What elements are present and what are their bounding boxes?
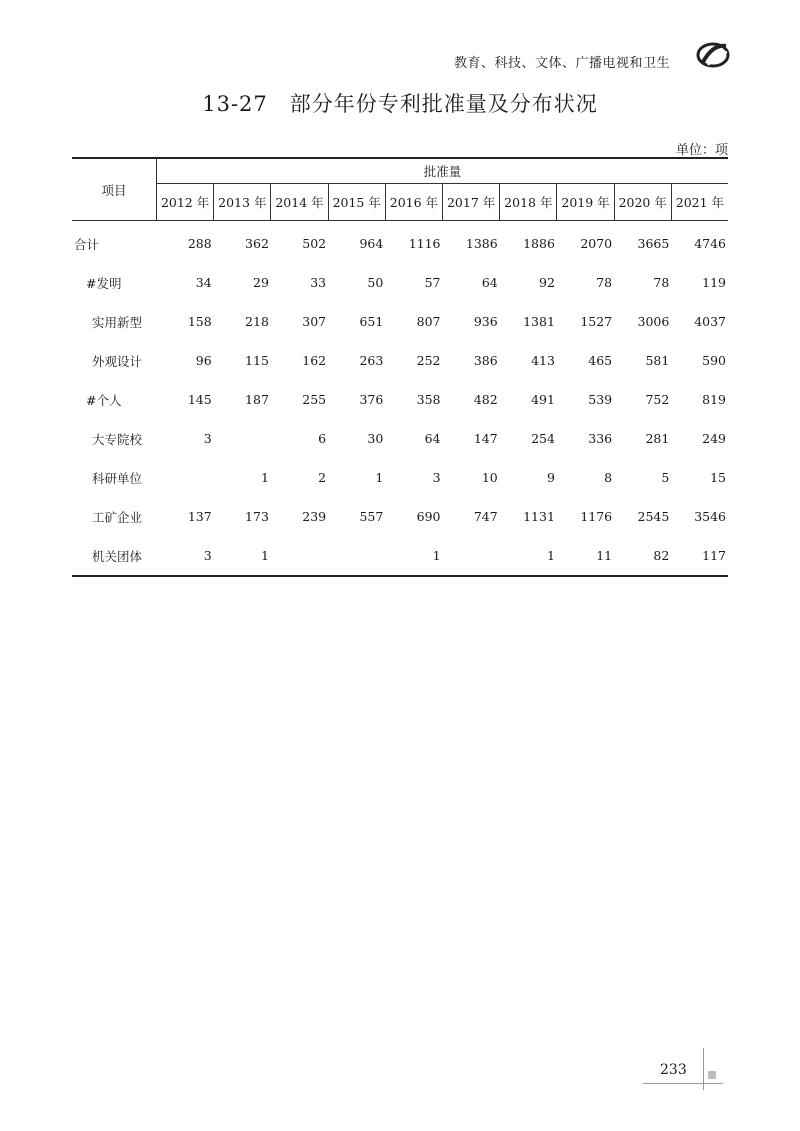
table-cell: 50 [367, 275, 384, 290]
table-cell: 115 [245, 353, 269, 368]
table-cell: 491 [531, 392, 555, 407]
year-header-row [72, 184, 728, 221]
table-row [72, 458, 728, 497]
table-cell: 502 [302, 236, 327, 251]
table-row [72, 302, 728, 341]
table-cell: 249 [702, 431, 726, 446]
row-label: 合计 [74, 236, 100, 252]
table-cell: 307 [302, 314, 327, 329]
table-cell: 3665 [637, 236, 670, 251]
table-cell: 252 [416, 353, 441, 368]
table-cell: 1381 [523, 314, 555, 329]
table-cell: 1 [375, 470, 384, 485]
table-cell: 9 [546, 470, 555, 485]
table-number: 13-27 [202, 92, 268, 116]
table-cell: 6 [318, 431, 327, 446]
row-label: 大专院校 [92, 431, 143, 447]
table-cell: 1176 [580, 509, 613, 524]
year-header: 2021 年 [671, 184, 728, 221]
table-cell: 3006 [637, 314, 670, 329]
table-cell: 255 [302, 392, 327, 407]
table-cell: 747 [473, 509, 498, 524]
table-cell: 1386 [465, 236, 498, 251]
table-cell [328, 536, 385, 576]
table-cell: 4746 [694, 236, 726, 251]
table-cell: 376 [359, 392, 384, 407]
table-cell [157, 458, 214, 497]
table-cell: 1886 [523, 236, 555, 251]
table-cell: 557 [359, 509, 384, 524]
table-cell [271, 536, 328, 576]
table-title: 部分年份专利批准量及分布状况 [289, 92, 598, 116]
table-cell: 413 [531, 353, 555, 368]
table-cell: 30 [367, 431, 384, 446]
table-cell: 2070 [580, 236, 613, 251]
table-cell: 3546 [694, 509, 726, 524]
year-header: 2017 年 [443, 184, 500, 221]
table-cell: 8 [604, 470, 613, 485]
table-cell: 11 [557, 536, 614, 576]
table-row [72, 536, 728, 576]
yearbook-logo-icon [696, 40, 730, 70]
table-cell: 936 [473, 314, 498, 329]
table-cell: 78 [653, 275, 670, 290]
table-cell: 362 [245, 236, 269, 251]
table-cell: 254 [531, 431, 555, 446]
row-label: #发明 [86, 275, 122, 291]
table-cell: 117 [671, 536, 728, 576]
row-label: #个人 [86, 392, 122, 408]
table-cell: 147 [473, 431, 498, 446]
table-cell: 239 [302, 509, 327, 524]
year-header: 2014 年 [271, 184, 328, 221]
table-cell: 386 [473, 353, 498, 368]
table-cell: 651 [359, 314, 384, 329]
footer-divider-horizontal [643, 1083, 723, 1084]
table-cell: 581 [645, 353, 670, 368]
table-row [72, 221, 728, 264]
table-cell: 187 [245, 392, 269, 407]
table-row [72, 380, 728, 419]
table-cell: 64 [481, 275, 498, 290]
table-cell: 752 [645, 392, 670, 407]
table-cell: 34 [195, 275, 212, 290]
table-cell: 1 [260, 470, 269, 485]
table-row [72, 419, 728, 458]
row-label: 实用新型 [92, 314, 143, 330]
table-cell: 137 [187, 509, 212, 524]
table-cell: 78 [596, 275, 613, 290]
table-cell: 1527 [580, 314, 613, 329]
table-cell: 3 [157, 536, 214, 576]
table-cell: 158 [187, 314, 212, 329]
table-cell: 964 [359, 236, 384, 251]
table-cell: 1 [214, 536, 271, 576]
unit-label: 单位：项 [675, 143, 728, 158]
table-cell: 288 [187, 236, 212, 251]
table-row [72, 341, 728, 380]
page-title [0, 88, 800, 118]
page-number: 233 [660, 1062, 687, 1078]
table-cell: 64 [424, 431, 441, 446]
table-cell: 336 [588, 431, 613, 446]
table-row [72, 497, 728, 536]
running-header: 教育、科技、文体、广播电视和卫生 [453, 56, 670, 71]
table-cell: 57 [424, 275, 441, 290]
table-cell: 3 [432, 470, 441, 485]
page-marker-icon [708, 1071, 716, 1079]
table-cell: 690 [416, 509, 441, 524]
table-cell: 3 [203, 431, 212, 446]
year-header: 2020 年 [614, 184, 671, 221]
year-header: 2019 年 [557, 184, 614, 221]
table-cell: 2 [318, 470, 327, 485]
table-cell: 119 [702, 275, 726, 290]
table-cell: 4037 [694, 314, 726, 329]
table-cell: 1 [385, 536, 442, 576]
table-cell: 2545 [637, 509, 670, 524]
table-cell: 590 [702, 353, 726, 368]
patent-table [72, 157, 728, 577]
table-cell: 358 [416, 392, 441, 407]
table-cell: 96 [195, 353, 212, 368]
table-row [72, 263, 728, 302]
table-cell: 218 [245, 314, 269, 329]
year-header: 2016 年 [385, 184, 442, 221]
row-label: 外观设计 [92, 353, 143, 369]
table-cell: 173 [245, 509, 269, 524]
row-label: 机关团体 [72, 536, 157, 576]
table-cell [443, 536, 500, 576]
table-cell: 1 [500, 536, 557, 576]
table-cell: 1131 [523, 509, 555, 524]
table-cell: 5 [661, 470, 670, 485]
table-cell: 465 [588, 353, 613, 368]
patent-table-wrap [72, 157, 728, 577]
table-cell: 82 [614, 536, 671, 576]
year-header: 2015 年 [328, 184, 385, 221]
table-cell: 807 [416, 314, 441, 329]
table-cell: 482 [473, 392, 498, 407]
table-body [72, 221, 728, 577]
table-cell: 1116 [408, 236, 441, 251]
table-cell: 29 [253, 275, 269, 290]
table-cell: 539 [588, 392, 613, 407]
table-cell: 10 [481, 470, 498, 485]
table-cell: 281 [645, 431, 670, 446]
row-label: 工矿企业 [92, 509, 143, 525]
table-cell: 15 [710, 470, 726, 485]
year-header: 2012 年 [157, 184, 214, 221]
table-cell: 263 [359, 353, 384, 368]
table-cell: 92 [539, 275, 555, 290]
table-cell: 162 [302, 353, 327, 368]
row-label: 科研单位 [92, 470, 143, 486]
year-header: 2018 年 [500, 184, 557, 221]
table-cell: 145 [187, 392, 212, 407]
item-column-header: 项目 [72, 158, 157, 221]
group-header: 批准量 [157, 158, 729, 184]
table-cell [214, 419, 271, 458]
table-cell: 819 [702, 392, 726, 407]
year-header: 2013 年 [214, 184, 271, 221]
table-cell: 33 [310, 275, 327, 290]
